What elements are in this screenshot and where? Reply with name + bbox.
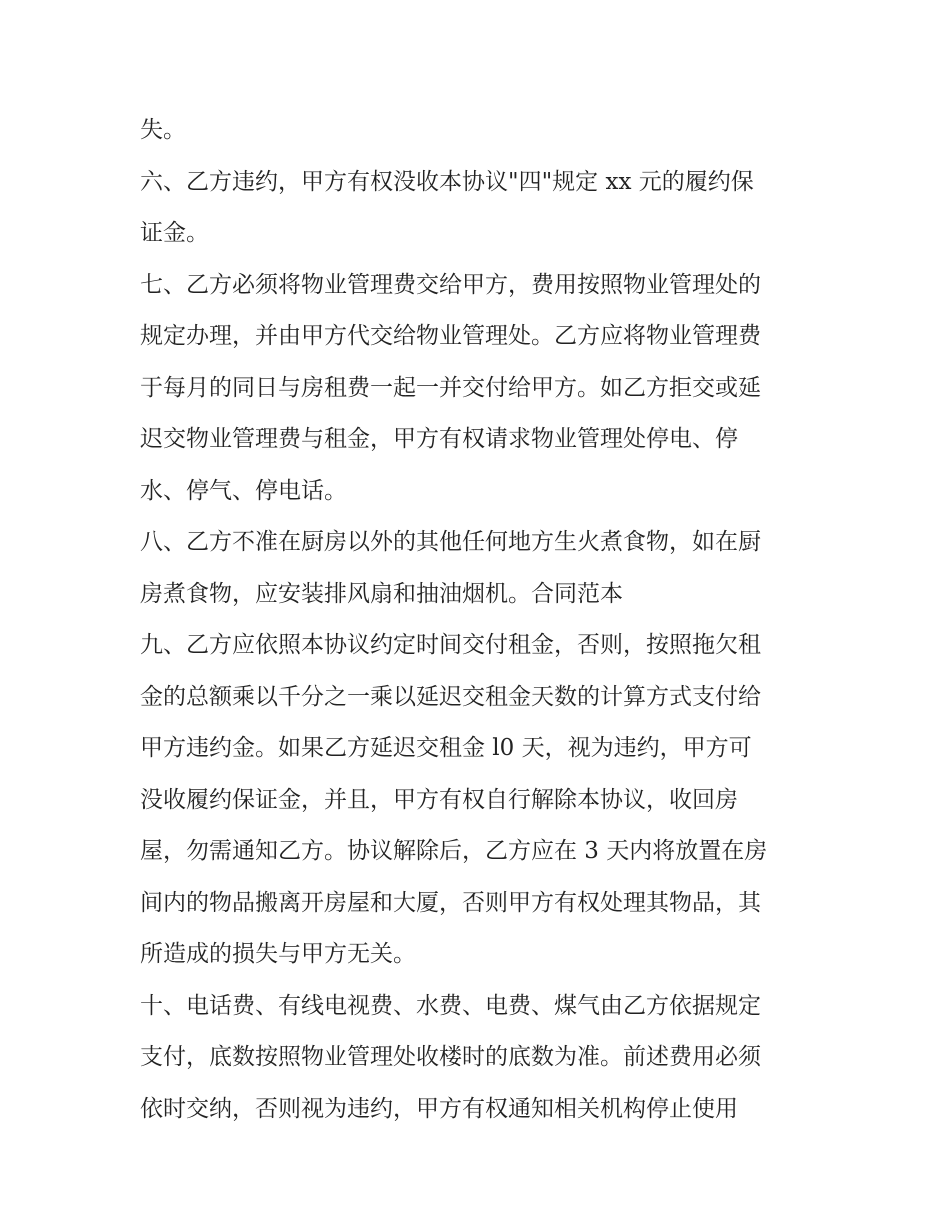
text-line: 甲方违约金。如果乙方延迟交租金 l0 天，视为违约，甲方可	[140, 735, 752, 761]
text-line: 迟交物业管理费与租金，甲方有权请求物业管理处停电、停	[140, 426, 738, 452]
text-line: 七、乙方必须将物业管理费交给甲方，费用按照物业管理处的	[140, 271, 761, 298]
text-line: 没收履约保证金，并且，甲方有权自行解除本协议，收回房	[140, 786, 738, 813]
text-line: 所造成的损失与甲方无关。	[140, 941, 416, 967]
text-line: 失。	[140, 117, 186, 143]
text-line: 水、停气、停电话。	[140, 477, 347, 504]
text-line: 屋，勿需通知乙方。协议解除后，乙方应在 3 天内将放置在房	[140, 838, 768, 864]
document-body	[140, 105, 820, 1135]
text-line: 六、乙方违约，甲方有权没收本协议"四"规定 xx 元的履约保	[140, 168, 754, 195]
text-line: 支付，底数按照物业管理处收楼时的底数为准。前述费用必须	[140, 1044, 761, 1070]
text-line: 间内的物品搬离开房屋和大厦，否则甲方有权处理其物品，其	[140, 889, 761, 916]
text-line: 金的总额乘以千分之一乘以延迟交租金天数的计算方式支付给	[140, 683, 761, 710]
text-line: 十、电话费、有线电视费、水费、电费、煤气由乙方依据规定	[140, 992, 761, 1019]
text-line: 证金。	[140, 220, 209, 246]
text-line: 八、乙方不准在厨房以外的其他任何地方生火煮食物，如在厨	[140, 529, 761, 555]
text-line: 依时交纳，否则视为违约，甲方有权通知相关机构停止使用	[140, 1095, 738, 1122]
text-line: 规定办理，并由甲方代交给物业管理处。乙方应将物业管理费	[140, 323, 761, 349]
text-line: 房煮食物，应安装排风扇和抽油烟机。合同范本	[140, 580, 623, 607]
text-line: 于每月的同日与房租费一起一并交付给甲方。如乙方拒交或延	[140, 374, 761, 401]
text-line: 九、乙方应依照本协议约定时间交付租金，否则，按照拖欠租	[140, 632, 761, 658]
